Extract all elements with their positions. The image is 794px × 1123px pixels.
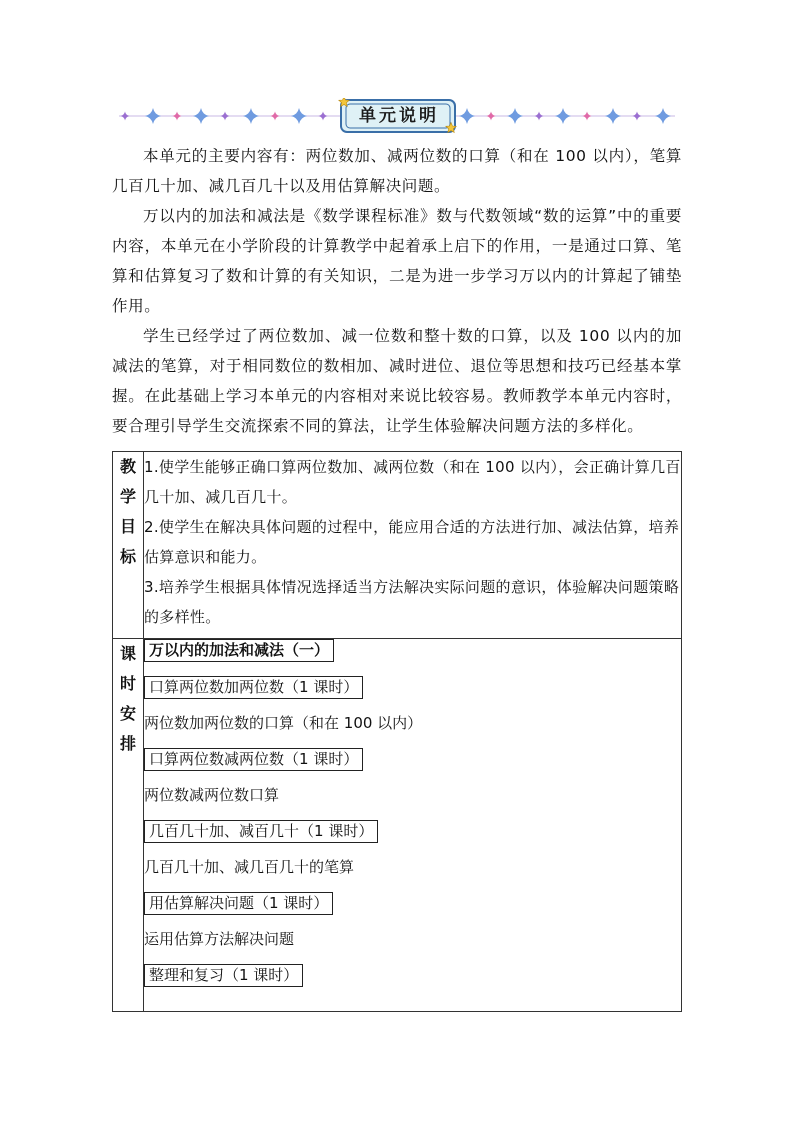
sparkle-icon [507,108,523,124]
sparkle-icon [605,108,621,124]
sparkle-icon [291,108,307,124]
lesson-title: 用估算解决问题（1 课时） [144,892,333,915]
sparkle-icon [655,108,671,124]
lesson-desc: 两位数加两位数的口算（和在 100 以内） [144,714,423,732]
lesson-title: 口算两位数减两位数（1 课时） [144,748,363,771]
sparkle-icon [271,112,280,121]
sparkle-icon [459,108,475,124]
sparkle-icon [555,108,571,124]
lesson-desc: 运用估算方法解决问题 [144,930,295,948]
schedule-label-char: 排 [119,734,136,753]
goals-row [113,452,682,639]
sparkle-icon [221,112,230,121]
sparkle-icon [583,112,592,121]
sparkle-icon [193,108,209,124]
schedule-label [113,639,144,1012]
schedule-label-char: 时 [119,674,136,693]
lesson-title: 口算两位数加两位数（1 课时） [144,676,363,699]
sparkle-icon [121,112,130,121]
schedule-label-char: 安 [119,704,136,723]
sparkle-icon [319,112,328,121]
sparkle-icon [487,112,496,121]
lesson-title: 几百几十加、减百几十（1 课时） [144,820,378,843]
sparkle-icon [535,112,544,121]
lesson-plan-table [112,451,682,1012]
lesson-title: 整理和复习（1 课时） [144,964,303,987]
sparkle-icon [243,108,259,124]
lesson-desc: 两位数减两位数口算 [144,786,280,804]
goal-item: 1.使学生能够正确口算两位数加、减两位数（和在 100 以内），会正确计算几百几十加、减几百几十。 [144,458,681,506]
sparkle-icon [633,112,642,121]
goals-label-char: 教 [119,457,136,476]
goals-content [144,452,682,639]
sparkle-icon [173,112,182,121]
intro-paragraph-3: 学生已经学过了两位数加、减一位数和整十数的口算，以及 100 以内的加减法的笔算，对于相同数位的数相加、减时进位、退位等思想和技巧已经基本掌握。在此基础上学习本单元的内容相对来说比较容易。教师教学本单元内容时，要合理引导学生交流探索不同的算法，让学生体验解决问题方法的多样化。 [112,327,682,435]
lesson-desc: 几百几十加、减几百几十的笔算 [144,858,355,876]
schedule-row [113,639,682,1012]
intro-paragraph-1: 本单元的主要内容有：两位数加、减两位数的口算（和在 100 以内），笔算几百几十加、减几百几十以及用估算解决问题。 [112,147,682,195]
intro-text [112,141,682,441]
sparkle-icon [145,108,161,124]
goals-label-char: 标 [119,547,136,566]
banner-title: 单元说明 [359,106,439,126]
goals-label-char: 学 [119,487,136,506]
goal-item: 2.使学生在解决具体问题的过程中，能应用合适的方法进行加、减法估算，培养估算意识和能力。 [144,518,680,566]
goal-item: 3.培养学生根据具体情况选择适当方法解决实际问题的意识，体验解决问题策略的多样性。 [144,578,680,626]
goals-label-char: 目 [119,517,136,536]
intro-paragraph-2: 万以内的加法和减法是《数学课程标准》数与代数领域“数的运算”中的重要内容，本单元在小学阶段的计算教学中起着承上启下的作用，一是通过口算、笔算和估算复习了数和计算的有关知识，二是为进一步学习万以内的计算起了铺垫作用。 [112,207,682,315]
schedule-content [144,639,682,1012]
schedule-label-char: 课 [119,644,136,663]
goals-label [113,452,144,639]
unit-title: 万以内的加法和减法（一） [144,639,334,662]
